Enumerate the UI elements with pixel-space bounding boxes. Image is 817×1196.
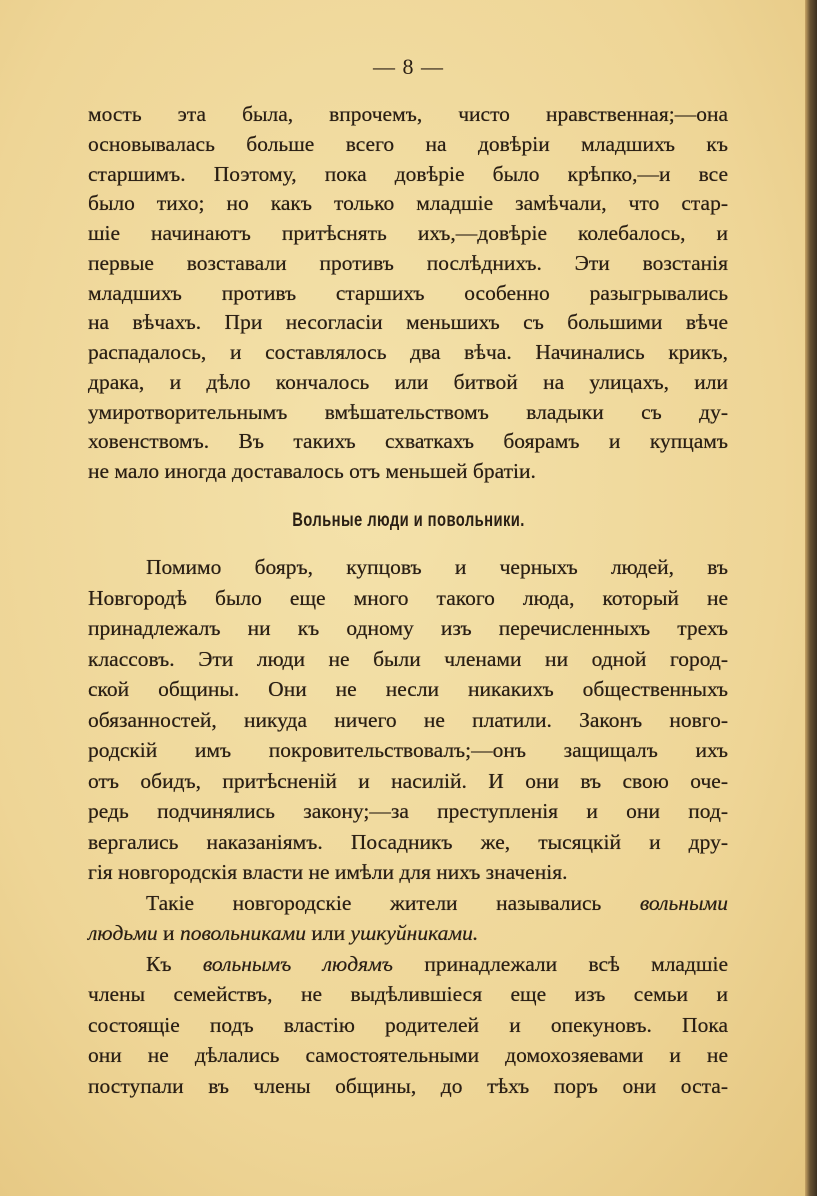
italic-term: повольниками — [179, 921, 307, 945]
text-span: не мало иногда доставалось отъ меньшей братіи. — [88, 459, 536, 483]
text-line — [88, 674, 728, 705]
text-span: принадлежалъ ни къ одному изъ перечисленныхъ трехъ — [88, 616, 728, 640]
text-span: было тихо; но какъ только младшіе замѣчали, что стар- — [88, 191, 728, 216]
text-line — [88, 918, 728, 949]
text-span: Къ — [146, 951, 203, 976]
text-span: Новгородѣ было еще много такого люда, который не — [88, 585, 728, 610]
text-span: редь подчинялись закону;—за преступленія и они под- — [88, 799, 728, 823]
text-span: они не дѣлались самостоятельными домохозяевами и не — [88, 1043, 728, 1067]
text-line — [88, 827, 728, 858]
text-line — [88, 552, 728, 583]
text-span: умиротворительнымъ вмѣшательствомъ владыки съ ду- — [88, 399, 728, 424]
text-span: родскій имъ покровительствовалъ;—онъ защищалъ ихъ — [88, 738, 728, 762]
text-line — [88, 219, 728, 249]
text-span: члены семействъ, не выдѣлившіеся еще изъ семьи и — [88, 982, 728, 1006]
text-line — [88, 338, 728, 368]
text-span: отъ обидъ, притѣсненій и насилій. И они въ свою оче- — [88, 768, 728, 793]
text-span: шіе начинаютъ притѣснять ихъ,—довѣріе колебалось, и — [88, 221, 728, 245]
italic-term: вольнымъ людямъ — [202, 951, 393, 976]
text-span: драка, и дѣло кончалось или битвой на улицахъ, или — [88, 369, 728, 394]
section-title: Вольные люди и повольники. — [292, 510, 525, 531]
text-span: классовъ. Эти люди не были членами ни одной город- — [88, 646, 728, 671]
paragraph-block-1 — [88, 100, 728, 487]
text-line — [88, 949, 728, 980]
text-line — [88, 613, 728, 644]
text-line — [88, 644, 728, 675]
text-span: мость эта была, впрочемъ, чисто нравственная;—она — [88, 102, 728, 126]
text-line — [88, 705, 728, 736]
text-line — [88, 766, 728, 797]
text-span: состоящіе подъ властію родителей и опекуновъ. Пока — [88, 1012, 728, 1037]
text-line — [88, 249, 728, 279]
text-span: первые возставали противъ послѣднихъ. Эти возстанія — [88, 250, 728, 275]
text-span: и — [157, 921, 180, 945]
text-line — [88, 398, 728, 428]
text-line — [88, 279, 728, 309]
text-span: на вѣчахъ. При несогласіи меньшихъ съ большими вѣче — [88, 310, 728, 335]
text-span: младшихъ противъ старшихъ особенно разыгрывались — [88, 280, 728, 305]
text-span: Такіе новгородскіе жители назывались — [146, 890, 640, 915]
text-line — [88, 1010, 728, 1041]
text-line — [88, 130, 728, 160]
text-line — [88, 457, 728, 487]
text-line — [88, 796, 728, 827]
text-span: вергались наказаніямъ. Посадникъ же, тысяцкій и дру- — [88, 829, 728, 854]
italic-term: людьми — [88, 921, 158, 945]
text-line — [88, 100, 728, 130]
text-span: Помимо бояръ, купцовъ и черныхъ людей, въ — [146, 555, 728, 579]
text-span: старшимъ. Поэтому, пока довѣріе было крѣпко,—и все — [88, 161, 728, 186]
page-number: — 8 — — [373, 54, 444, 79]
paragraph-block-2 — [88, 552, 728, 1101]
text-span: ской общины. Они не несли никакихъ общественныхъ — [88, 677, 728, 701]
text-span: распадалось, и составлялось два вѣча. Начинались крикъ, — [88, 340, 728, 364]
italic-term: ушкуйниками. — [350, 921, 479, 945]
text-line — [88, 979, 728, 1010]
text-line — [88, 189, 728, 219]
text-line — [88, 583, 728, 614]
text-span: принадлежали всѣ младшіе — [392, 951, 728, 976]
text-span: гія новгородскія власти не имѣли для нихъ значенія. — [88, 860, 568, 884]
text-line — [88, 857, 728, 888]
text-line — [88, 368, 728, 398]
text-line — [88, 735, 728, 766]
text-line — [88, 888, 728, 919]
text-line — [88, 1071, 728, 1102]
page-edge — [805, 0, 817, 1196]
text-span: обязанностей, никуда ничего не платили. Законъ новго- — [88, 707, 728, 732]
text-span: основывалась больше всего на довѣріи младшихъ къ — [88, 131, 728, 156]
text-span: поступали въ члены общины, до тѣхъ поръ они оста- — [88, 1073, 728, 1098]
text-line — [88, 427, 728, 457]
text-line — [88, 160, 728, 190]
text-span: или — [306, 921, 351, 945]
text-line — [88, 1040, 728, 1071]
text-line — [88, 308, 728, 338]
text-span: ховенствомъ. Въ такихъ схваткахъ боярамъ и купцамъ — [88, 429, 728, 454]
italic-term: вольными — [639, 890, 728, 915]
